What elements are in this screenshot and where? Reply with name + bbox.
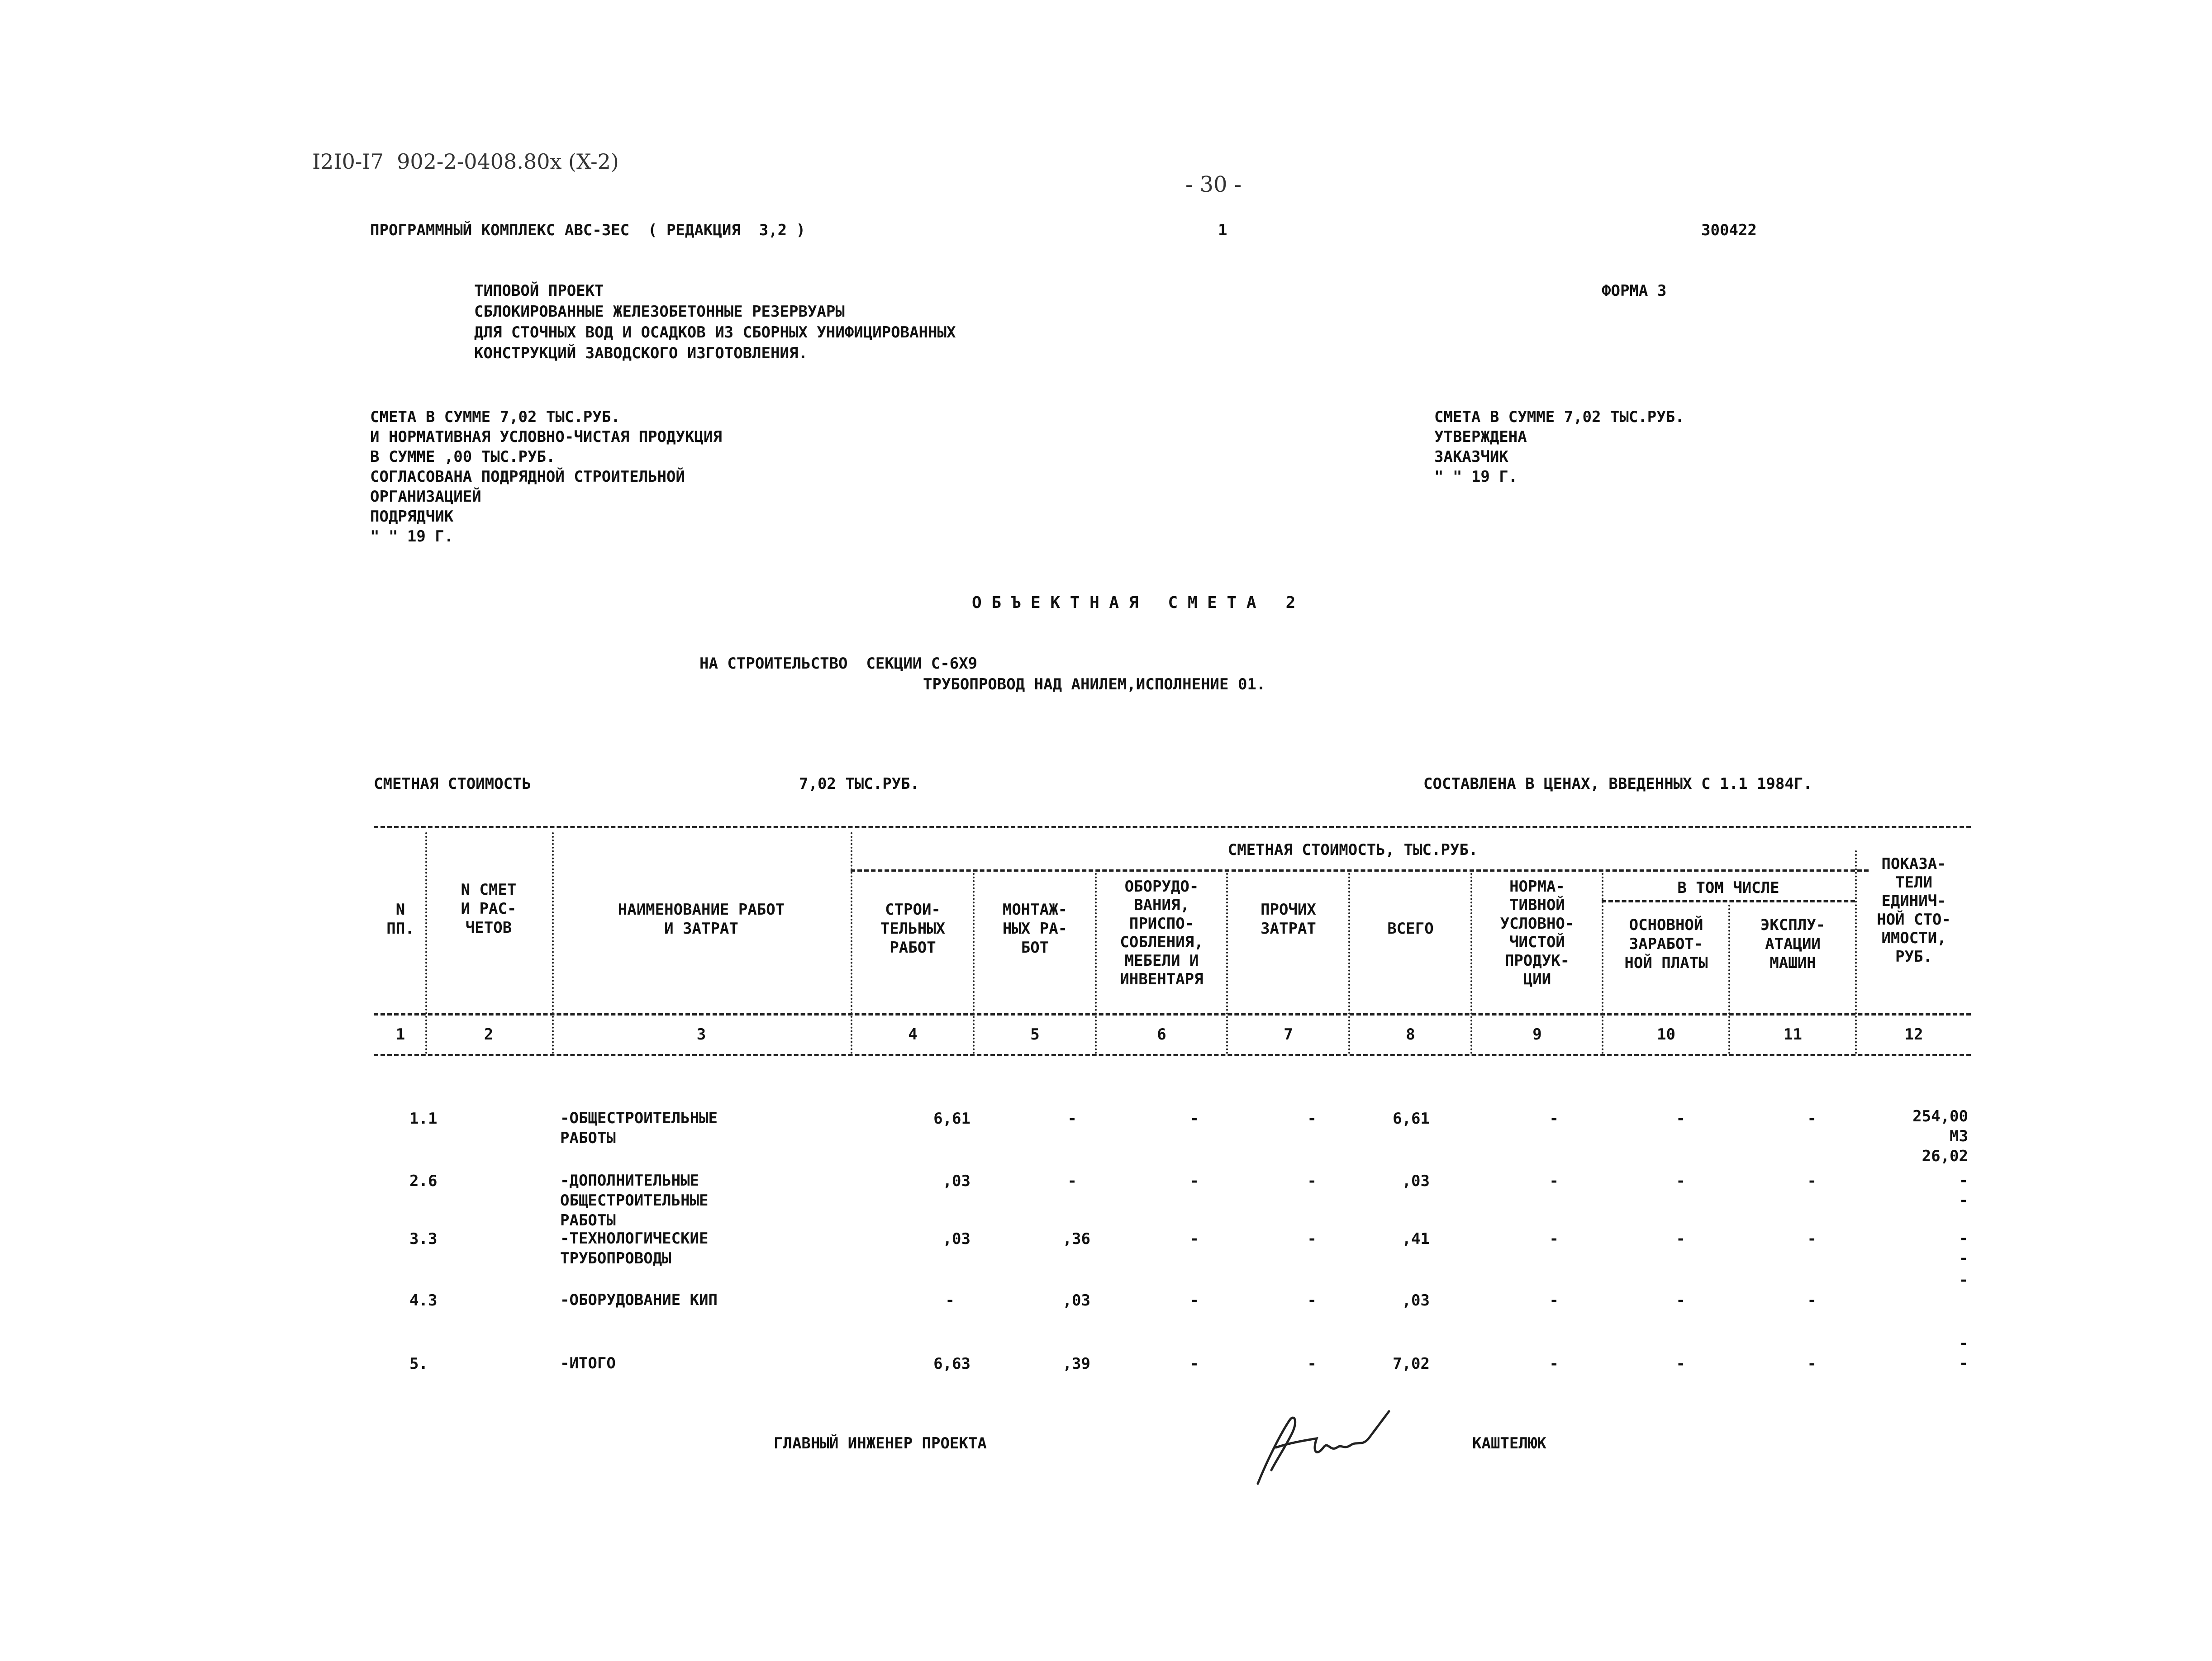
cell-unit-cost: - - <box>1959 1334 1968 1372</box>
row-name: -ОБОРУДОВАНИЕ КИП <box>560 1291 718 1309</box>
project-line: КОНСТРУКЦИЙ ЗАВОДСКОГО ИЗГОТОВЛЕНИЯ. <box>474 344 808 362</box>
col-number: 5 <box>1030 1025 1040 1044</box>
column-separator <box>973 873 975 1054</box>
program-code: 300422 <box>1701 221 1757 239</box>
column-separator <box>1095 873 1097 1054</box>
project-line: СБЛОКИРОВАННЫЕ ЖЕЛЕЗОБЕТОННЫЕ РЕЗЕРВУАРЫ <box>474 303 845 321</box>
row-number: 5. <box>409 1355 428 1373</box>
program-sheet-number: 1 <box>1218 221 1227 239</box>
cell-construction: 6,63 <box>933 1355 970 1373</box>
row-number: 2.6 <box>409 1172 438 1190</box>
approval-block <box>1434 407 1684 487</box>
row-number: 3.3 <box>409 1230 438 1248</box>
cell-equipment: - <box>1189 1355 1199 1373</box>
cell-wages: - <box>1676 1355 1685 1373</box>
row-name: -ТЕХНОЛОГИЧЕСКИЕ ТРУБОПРОВОДЫ <box>560 1229 709 1267</box>
cell-installation: ,39 <box>1062 1355 1090 1373</box>
cell-normative: - <box>1549 1230 1559 1248</box>
col-number: 3 <box>696 1025 706 1044</box>
col-number: 11 <box>1784 1025 1802 1044</box>
cell-total: ,41 <box>1402 1230 1430 1248</box>
cost-value: 7,02 ТЫС.РУБ. <box>799 775 920 793</box>
row-number: 4.3 <box>409 1291 438 1310</box>
col-number: 6 <box>1157 1025 1166 1044</box>
cell-installation: ,03 <box>1062 1291 1090 1310</box>
cell-equipment: - <box>1189 1291 1199 1310</box>
estimate-title: О Б Ъ Е К Т Н А Я С М Е Т А 2 <box>972 593 1296 612</box>
row-number: 1.1 <box>409 1110 438 1128</box>
header-col-8: ВСЕГО <box>1387 920 1434 938</box>
signature-name: КАШТЕЛЮК <box>1472 1434 1546 1452</box>
header-col-4: СТРОИ- ТЕЛЬНЫХ РАБОТ <box>880 901 946 957</box>
col-number: 7 <box>1284 1025 1293 1044</box>
header-col-7: ПРОЧИХ ЗАТРАТ <box>1261 901 1316 938</box>
header-bottom-rule <box>374 1013 1971 1016</box>
header-col-1: N ПП. <box>386 901 414 938</box>
row-name: -ДОПОЛНИТЕЛЬНЫЕ ОБЩЕСТРОИТЕЛЬНЫЕ РАБОТЫ <box>560 1172 709 1229</box>
col-number: 8 <box>1406 1025 1415 1044</box>
agreement-line: И НОРМАТИВНАЯ УСЛОВНО-ЧИСТАЯ ПРОДУКЦИЯ <box>370 428 722 446</box>
approval-line: " " 19 Г. <box>1434 468 1518 486</box>
agreement-line: ОРГАНИЗАЦИЕЙ <box>370 488 481 506</box>
incl-header: В ТОМ ЧИСЛЕ <box>1677 879 1779 897</box>
document-code: I2I0-I7 902-2-0408.80x (X-2) <box>312 149 619 174</box>
group-header-rule <box>851 869 1869 872</box>
cell-machines: - <box>1807 1110 1817 1128</box>
handwritten-signature <box>1249 1393 1398 1488</box>
header-col-2: N СМЕТ И РАС- ЧЕТОВ <box>461 881 517 937</box>
col-number: 10 <box>1657 1025 1675 1044</box>
cell-equipment: - <box>1189 1230 1199 1248</box>
cell-normative: - <box>1549 1291 1559 1310</box>
header-col-9: НОРМА- ТИВНОЙ УСЛОВНО- ЧИСТОЙ ПРОДУК- ЦИИ <box>1500 878 1575 988</box>
cell-other: - <box>1307 1355 1317 1373</box>
cell-other: - <box>1307 1110 1317 1128</box>
cell-total: ,03 <box>1402 1172 1430 1190</box>
cell-construction: ,03 <box>942 1172 970 1190</box>
column-separator <box>1602 873 1603 1054</box>
col-number: 4 <box>908 1025 918 1044</box>
agreement-line: " " 19 Г. <box>370 527 454 546</box>
cell-other: - <box>1307 1230 1317 1248</box>
column-separator <box>1855 850 1857 1054</box>
cell-total: ,03 <box>1402 1291 1430 1310</box>
project-line: ДЛЯ СТОЧНЫХ ВОД И ОСАДКОВ ИЗ СБОРНЫХ УНИФИЦИРОВАННЫХ <box>474 323 956 342</box>
column-separator <box>1728 905 1730 1054</box>
column-separator <box>1348 873 1350 1054</box>
header-col-3: НАИМЕНОВАНИЕ РАБОТ И ЗАТРАТ <box>618 901 785 938</box>
cell-machines: - <box>1807 1291 1817 1310</box>
cell-equipment: - <box>1189 1110 1199 1128</box>
header-col-6: ОБОРУДО- ВАНИЯ, ПРИСПО- СОБЛЕНИЯ, МЕБЕЛИ И ИНВЕНТАРЯ <box>1120 878 1204 988</box>
cell-equipment: - <box>1189 1172 1199 1190</box>
cell-unit-cost: - - <box>1959 1172 1968 1210</box>
col-number: 12 <box>1904 1025 1923 1044</box>
cell-installation: - <box>1067 1172 1077 1190</box>
form-number: ФОРМА 3 <box>1602 282 1667 300</box>
cell-installation: - <box>1067 1110 1077 1128</box>
page-number: - 30 - <box>1185 172 1242 197</box>
col-number: 9 <box>1532 1025 1542 1044</box>
cell-wages: - <box>1676 1230 1685 1248</box>
program-complex-line: ПРОГРАММНЫЙ КОМПЛЕКС АВС-3ЕС ( РЕДАКЦИЯ 3,2 ) <box>370 221 806 239</box>
column-separator <box>1470 873 1472 1054</box>
approval-line: ЗАКАЗЧИК <box>1434 448 1508 466</box>
cell-machines: - <box>1807 1230 1817 1248</box>
cell-wages: - <box>1676 1110 1685 1128</box>
approval-line: СМЕТА В СУММЕ 7,02 ТЫС.РУБ. <box>1434 408 1684 426</box>
cell-other: - <box>1307 1172 1317 1190</box>
header-col-10: ОСНОВНОЙ ЗАРАБОТ- НОЙ ПЛАТЫ <box>1624 916 1708 972</box>
cell-normative: - <box>1549 1110 1559 1128</box>
col-number: 2 <box>484 1025 494 1044</box>
incl-header-rule <box>1602 900 1855 902</box>
cell-unit-cost: - <box>1959 1271 1968 1289</box>
cell-other: - <box>1307 1291 1317 1310</box>
cost-label: СМЕТНАЯ СТОИМОСТЬ <box>374 775 531 793</box>
cell-construction: 6,61 <box>933 1110 970 1128</box>
header-col-5: МОНТАЖ- НЫХ РА- БОТ <box>1002 901 1068 957</box>
agreement-line: ПОДРЯДЧИК <box>370 508 454 526</box>
cell-normative: - <box>1549 1172 1559 1190</box>
cell-construction: - <box>945 1291 955 1310</box>
cell-wages: - <box>1676 1172 1685 1190</box>
cell-unit-cost: 254,00 М3 26,02 <box>1912 1107 1968 1165</box>
cell-normative: - <box>1549 1355 1559 1373</box>
column-separator <box>425 832 427 1054</box>
construction-line: НА СТРОИТЕЛЬСТВО СЕКЦИИ С-6Х9 <box>699 655 978 673</box>
row-name: -ИТОГО <box>560 1354 616 1372</box>
cell-total: 6,61 <box>1393 1110 1430 1128</box>
agreement-block <box>370 407 722 546</box>
project-description <box>474 280 956 364</box>
group-header: СМЕТНАЯ СТОИМОСТЬ, ТЫС.РУБ. <box>1227 841 1478 859</box>
header-col-12: ПОКАЗА- ТЕЛИ ЕДИНИЧ- НОЙ СТО- ИМОСТИ, РУБ. <box>1877 855 1951 966</box>
agreement-line: СМЕТА В СУММЕ 7,02 ТЫС.РУБ. <box>370 408 620 426</box>
numbers-bottom-rule <box>374 1054 1971 1056</box>
signature-title: ГЛАВНЫЙ ИНЖЕНЕР ПРОЕКТА <box>774 1434 987 1452</box>
cell-unit-cost: - - <box>1959 1229 1968 1267</box>
cell-installation: ,36 <box>1062 1230 1090 1248</box>
cell-machines: - <box>1807 1355 1817 1373</box>
cell-construction: ,03 <box>942 1230 970 1248</box>
row-name: -ОБЩЕСТРОИТЕЛЬНЫЕ РАБОТЫ <box>560 1109 718 1147</box>
project-title: ТИПОВОЙ ПРОЕКТ <box>474 282 604 300</box>
col-number: 1 <box>395 1025 405 1044</box>
agreement-line: В СУММЕ ,00 ТЫС.РУБ. <box>370 448 556 466</box>
header-col-11: ЭКСПЛУ- АТАЦИИ МАШИН <box>1760 916 1826 972</box>
prices-label: СОСТАВЛЕНА В ЦЕНАХ, ВВЕДЕННЫХ С 1.1 1984Г. <box>1423 775 1812 793</box>
column-separator <box>552 832 554 1054</box>
agreement-line: СОГЛАСОВАНА ПОДРЯДНОЙ СТРОИТЕЛЬНОЙ <box>370 468 685 486</box>
construction-line: ТРУБОПРОВОД НАД АНИЛЕМ,ИСПОЛНЕНИЕ 01. <box>923 675 1266 693</box>
cell-total: 7,02 <box>1393 1355 1430 1373</box>
cell-wages: - <box>1676 1291 1685 1310</box>
column-separator <box>851 832 852 1054</box>
table-top-rule <box>374 826 1971 828</box>
approval-line: УТВЕРЖДЕНА <box>1434 428 1527 446</box>
cell-machines: - <box>1807 1172 1817 1190</box>
column-separator <box>1226 873 1228 1054</box>
